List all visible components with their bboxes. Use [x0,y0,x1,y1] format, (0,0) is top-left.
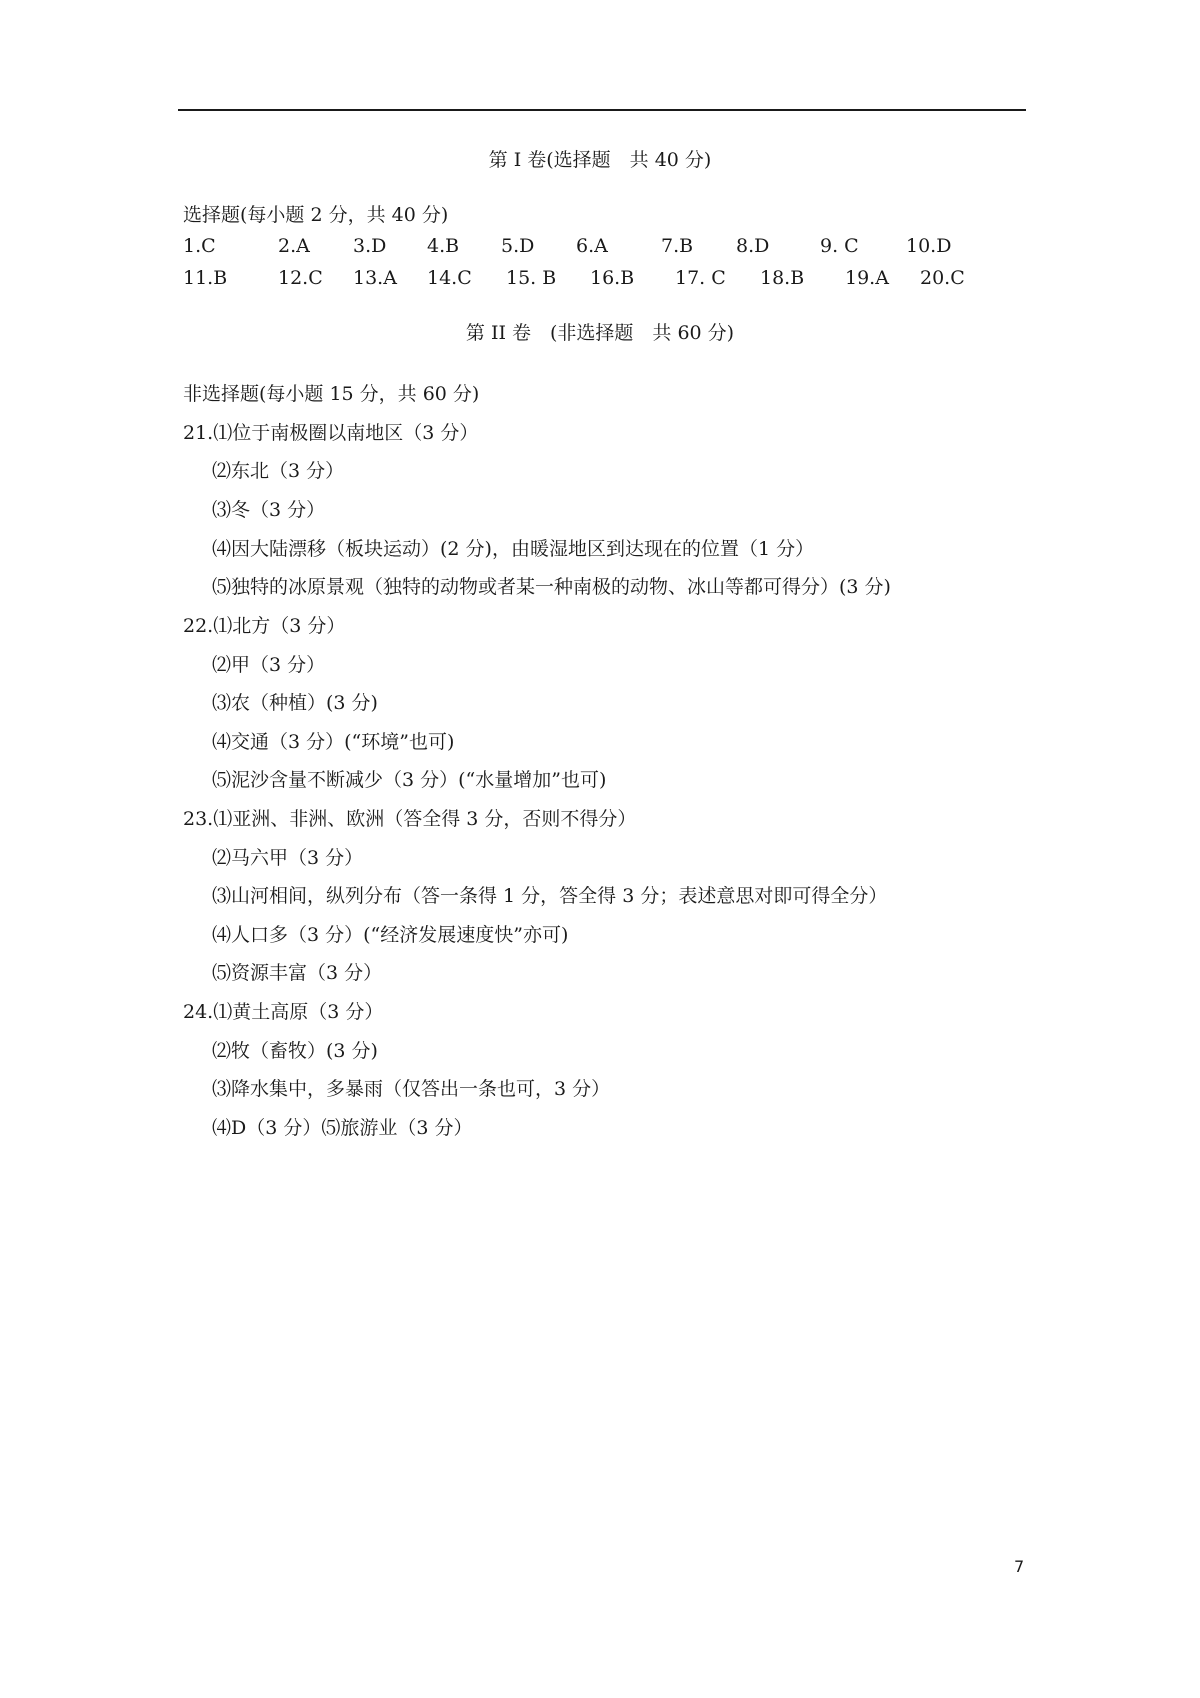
answer-line: ⑸独特的冰原景观（独特的动物或者某一种南极的动物、冰山等都可得分）(3 分) [212,576,891,598]
mc-answer: 7.B [661,235,694,257]
header-rule [178,109,1026,111]
answer-line: ⑵马六甲（3 分） [212,847,364,869]
mc-answers-row-2 [183,266,983,290]
mc-answer: 5.D [501,235,535,257]
mc-answer: 20.C [920,267,965,289]
answer-line: ⑵牧（畜牧）(3 分) [212,1040,378,1062]
answer-line: ⑶冬（3 分） [212,499,326,521]
mc-answer: 17. C [675,267,726,289]
answer-line: ⑷交通（3 分）(“环境”也可) [212,731,455,753]
page-number: 7 [1014,1557,1025,1576]
answer-line: ⑷因大陆漂移（板块运动）(2 分)，由暖湿地区到达现在的位置（1 分） [212,538,815,560]
mc-answers-row-1 [183,234,983,258]
answer-line: 21.⑴位于南极圈以南地区（3 分） [183,422,479,444]
answer-line: 22.⑴北方（3 分） [183,615,346,637]
answer-line: ⑵东北（3 分） [212,460,345,482]
mc-answer: 9. C [820,235,859,257]
answer-line: 24.⑴黄土高原（3 分） [183,1001,384,1023]
mc-answer: 10.D [906,235,952,257]
answer-line: ⑵甲（3 分） [212,654,326,676]
answer-line: ⑶农（种植）(3 分) [212,692,378,714]
answer-line: 23.⑴亚洲、非洲、欧洲（答全得 3 分，否则不得分） [183,808,637,830]
answer-line: ⑸泥沙含量不断减少（3 分）(“水量增加”也可) [212,769,607,791]
part1-subtitle: 选择题(每小题 2 分，共 40 分) [183,204,449,226]
mc-answer: 15. B [506,267,557,289]
mc-answer: 4.B [427,235,460,257]
mc-answer: 18.B [760,267,805,289]
part2-subtitle: 非选择题(每小题 15 分，共 60 分) [183,383,480,405]
answer-line: ⑶山河相间，纵列分布（答一条得 1 分，答全得 3 分；表述意思对即可得全分） [212,885,888,907]
mc-answer: 3.D [353,235,387,257]
mc-answer: 11.B [183,267,228,289]
mc-answer: 6.A [576,235,608,257]
answer-line: ⑶降水集中，多暴雨（仅答出一条也可，3 分） [212,1078,611,1100]
mc-answer: 16.B [590,267,635,289]
answer-line: ⑸资源丰富（3 分） [212,962,383,984]
mc-answer: 8.D [736,235,770,257]
part1-title: 第 I 卷(选择题 共 40 分) [488,149,712,171]
mc-answer: 14.C [427,267,472,289]
mc-answer: 19.A [845,267,889,289]
mc-answer: 2.A [278,235,310,257]
part2-title: 第 II 卷 (非选择题 共 60 分) [465,322,735,344]
mc-answer: 1.C [183,235,216,257]
answer-line: ⑷D（3 分）⑸旅游业（3 分） [212,1117,473,1139]
mc-answer: 13.A [353,267,397,289]
mc-answer: 12.C [278,267,323,289]
answer-line: ⑷人口多（3 分）(“经济发展速度快”亦可) [212,924,569,946]
